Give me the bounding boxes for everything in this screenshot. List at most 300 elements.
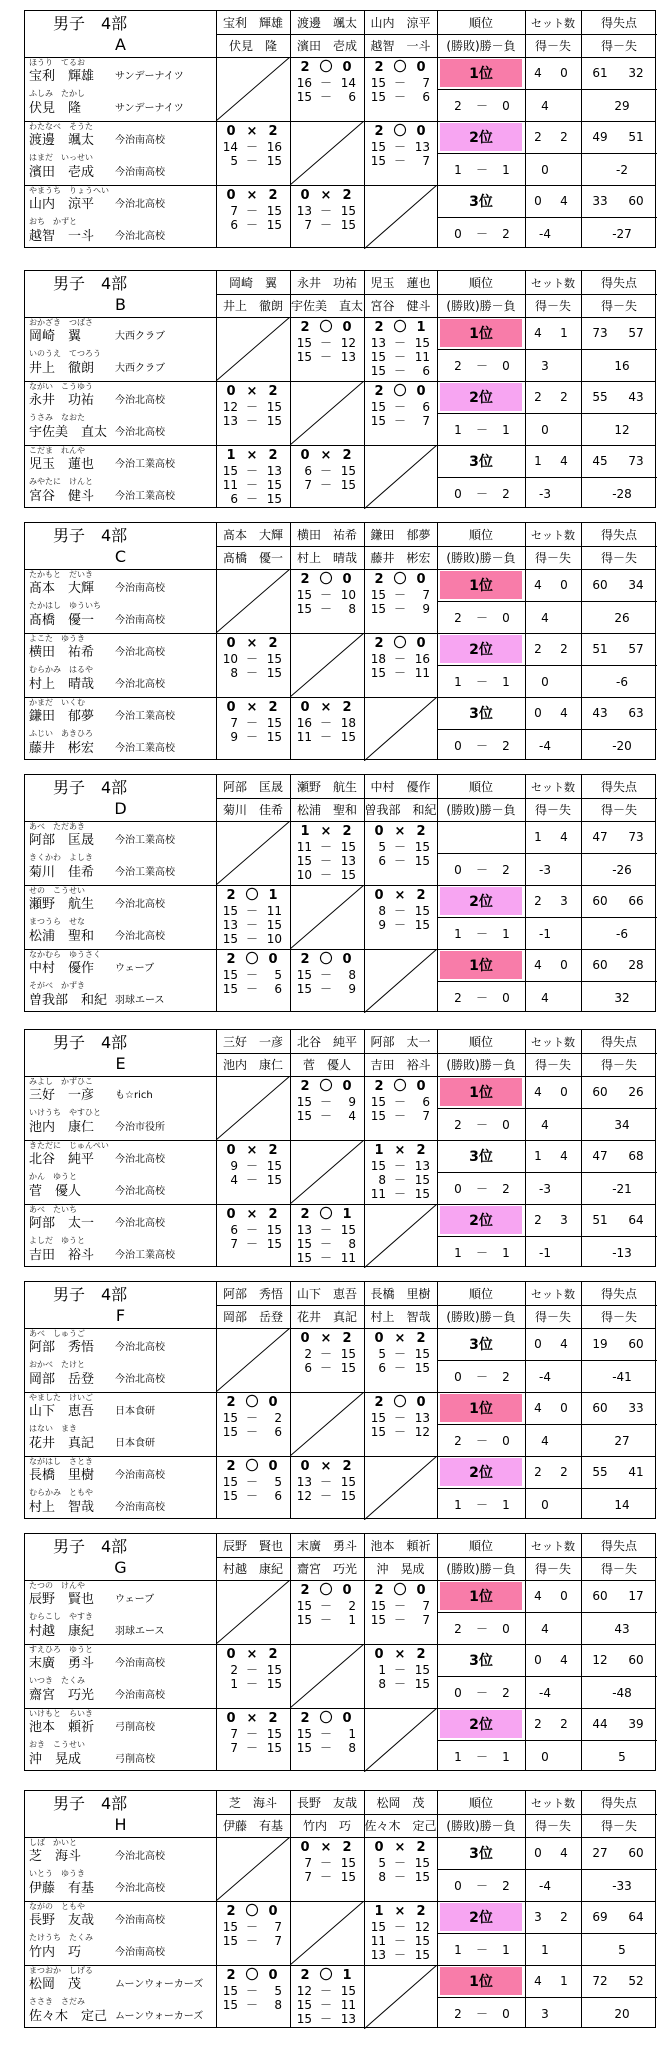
match-losses: 1 — [268, 888, 278, 903]
score-dash: － — [319, 982, 332, 996]
rank-label: 2位 — [469, 130, 493, 146]
match-result-mark: × — [320, 1331, 332, 1346]
row-divider — [25, 1965, 655, 1966]
record-losses: 0 — [502, 991, 510, 1005]
match-wins: 2 — [226, 888, 236, 903]
record-wins: 0 — [454, 487, 462, 501]
game-score-against: 4 — [348, 1109, 356, 1123]
player-team: 大西クラブ — [115, 331, 165, 342]
sets-won: 4 — [534, 578, 542, 592]
game-score-for: 15 — [296, 1727, 312, 1741]
header-divider — [25, 317, 655, 318]
game-score-for: 15 — [296, 1095, 312, 1109]
set-difference: 4 — [541, 611, 549, 625]
game-score-for: 15 — [370, 350, 386, 364]
sets-lost: 4 — [560, 194, 568, 208]
group-table-e — [24, 1029, 656, 1267]
score-dash: － — [245, 652, 258, 666]
game-score-for: 15 — [296, 1599, 312, 1613]
score-dash: － — [319, 1741, 332, 1755]
game-score-against: 1 — [348, 1613, 356, 1627]
rank-badge — [440, 1206, 522, 1234]
game-score-for: 15 — [296, 602, 312, 616]
column-header-player: 髙本 大輝 — [222, 528, 283, 542]
game-score-for: 15 — [296, 1613, 312, 1627]
set-difference: -3 — [539, 487, 551, 501]
self-match-cell — [364, 1456, 437, 1520]
match-result-mark: 〇 — [393, 636, 407, 651]
game-score-for: 13 — [370, 1948, 386, 1962]
partner-team: 日本食研 — [115, 1438, 155, 1449]
player-team: 今治南高校 — [115, 135, 165, 146]
game-score-against: 15 — [266, 400, 282, 414]
set-difference: 0 — [541, 163, 549, 177]
sets-lost: 3 — [560, 894, 568, 908]
record-dash: － — [475, 1434, 488, 1448]
set-difference: 3 — [541, 359, 549, 373]
sets-lost: 4 — [560, 454, 568, 468]
sets-won: 2 — [534, 642, 542, 656]
game-score-against: 15 — [266, 666, 282, 680]
partner-kana: よしだ ゆうと — [29, 1236, 85, 1245]
point-difference: 26 — [614, 611, 630, 625]
column-header-player: 横田 祐希 — [296, 528, 357, 542]
game-score-against: 12 — [414, 1425, 430, 1439]
record-losses: 2 — [502, 1370, 510, 1384]
match-losses: 1 — [342, 1968, 352, 1983]
self-match-cell — [216, 317, 290, 381]
match-losses: 2 — [268, 700, 278, 715]
point-difference: 20 — [614, 2007, 630, 2021]
partner-name: 村上 晴哉 — [29, 677, 95, 692]
row-divider — [25, 1708, 655, 1709]
rank-label: 1位 — [469, 1974, 493, 1990]
point-difference: 16 — [614, 359, 630, 373]
row-divider — [25, 445, 655, 446]
game-score-for: 15 — [296, 982, 312, 996]
record-wins: 0 — [454, 1370, 462, 1384]
partner-kana: おかべ たけと — [29, 1360, 85, 1369]
rank-divider — [437, 853, 657, 854]
rank-header: 順位 — [468, 780, 493, 794]
game-score-for: 7 — [230, 1727, 238, 1741]
sets-subheader: 得－失 — [534, 803, 571, 817]
player-name: 中村 優作 — [29, 961, 95, 976]
match-losses: 2 — [416, 1331, 426, 1346]
group-title: 男子 4部 — [53, 1537, 128, 1556]
column-header-partner: 藤井 彬宏 — [370, 551, 431, 565]
match-losses: 2 — [268, 188, 278, 203]
rank-label: 3位 — [469, 1846, 493, 1862]
score-dash: － — [393, 400, 406, 414]
group-table-b — [24, 270, 656, 508]
rank-divider — [437, 729, 657, 730]
partner-kana: いとう ゆうき — [29, 1869, 85, 1878]
player-name: 横田 祐希 — [29, 645, 95, 660]
game-score-against: 6 — [274, 1425, 282, 1439]
game-score-for: 15 — [296, 336, 312, 350]
game-score-against: 15 — [266, 1223, 282, 1237]
game-score-for: 15 — [222, 982, 238, 996]
game-score-against: 6 — [422, 1095, 430, 1109]
score-dash: － — [245, 218, 258, 232]
column-header-partner: 沖 晃成 — [376, 1562, 425, 1576]
rank-label: 3位 — [469, 454, 493, 470]
points-won: 19 — [592, 1337, 608, 1351]
game-score-for: 5 — [230, 154, 238, 168]
record-wins: 1 — [454, 1750, 462, 1764]
self-match-cell — [216, 1076, 290, 1140]
game-score-for: 7 — [230, 204, 238, 218]
points-lost: 68 — [628, 1149, 644, 1163]
partner-team: ムーンウォーカーズ — [115, 2011, 204, 2022]
row-divider — [25, 1456, 655, 1457]
score-dash: － — [319, 968, 332, 982]
game-score-against: 15 — [414, 1361, 430, 1375]
column-header-partner: 曽我部 和紀 — [364, 803, 437, 817]
partner-team: 今治南高校 — [115, 1502, 165, 1513]
score-dash: － — [393, 336, 406, 350]
player-kana: よこた ゆうき — [29, 634, 85, 643]
score-dash: － — [319, 1223, 332, 1237]
point-difference: -20 — [612, 739, 632, 753]
partner-name: 岡部 岳登 — [29, 1372, 95, 1387]
points-subheader: 得－失 — [600, 1819, 637, 1833]
column-header-player: 渡邊 颯太 — [296, 16, 357, 30]
column-header-partner: 村越 康紀 — [222, 1562, 283, 1576]
score-dash: － — [393, 1173, 406, 1187]
point-difference: 34 — [614, 1118, 630, 1132]
rank-divider — [437, 1172, 657, 1173]
player-team: ウェーブ — [115, 963, 155, 974]
record-wins: 2 — [454, 1118, 462, 1132]
row-divider — [25, 1204, 655, 1205]
column-header-player: 鎌田 郁夢 — [370, 528, 431, 542]
match-losses: 0 — [268, 1904, 278, 1919]
set-difference: -1 — [539, 927, 551, 941]
match-result-mark: × — [320, 448, 332, 463]
game-score-for: 15 — [370, 602, 386, 616]
points-lost: 60 — [628, 194, 644, 208]
game-score-against: 12 — [340, 336, 356, 350]
match-losses: 2 — [342, 700, 352, 715]
match-result-mark: 〇 — [245, 952, 259, 967]
match-wins: 0 — [300, 1331, 310, 1346]
rank-label: 2位 — [469, 1717, 493, 1733]
rank-label: 1位 — [469, 1401, 493, 1417]
rank-divider — [437, 1869, 657, 1870]
record-losses: 0 — [502, 1434, 510, 1448]
set-difference: 4 — [541, 1434, 549, 1448]
record-losses: 2 — [502, 739, 510, 753]
partner-team: サンデーナイツ — [115, 103, 184, 114]
record-dash: － — [475, 1686, 488, 1700]
column-header-partner: 伏見 隆 — [228, 39, 277, 53]
rank-badge — [440, 383, 522, 411]
player-name: 阿部 太一 — [29, 1216, 95, 1231]
sets-lost: 2 — [560, 130, 568, 144]
rank-divider — [437, 981, 657, 982]
column-header-player: 永井 功祐 — [296, 276, 357, 290]
game-score-against: 7 — [422, 76, 430, 90]
player-team: サンデーナイツ — [115, 71, 184, 82]
score-dash: － — [393, 154, 406, 168]
game-score-for: 15 — [370, 1613, 386, 1627]
partner-team: 今治工業高校 — [115, 743, 175, 754]
rank-badge — [440, 123, 522, 151]
column-header-partner: 濱田 壱成 — [296, 39, 357, 53]
partner-team: 大西クラブ — [115, 363, 165, 374]
sets-lost: 0 — [560, 1085, 568, 1099]
score-dash: － — [245, 1489, 258, 1503]
column-header-player: 岡崎 翼 — [228, 276, 277, 290]
match-result-mark: × — [320, 1840, 332, 1855]
partner-team: 今治工業高校 — [115, 1250, 175, 1261]
partner-kana: たけうち たくみ — [29, 1933, 93, 1942]
match-losses: 2 — [268, 636, 278, 651]
point-difference: -13 — [612, 1246, 632, 1260]
game-score-for: 6 — [304, 464, 312, 478]
score-dash: － — [393, 840, 406, 854]
points-won: 73 — [592, 326, 608, 340]
sets-header: セット数 — [531, 1288, 575, 1301]
rank-divider — [437, 1612, 657, 1613]
rank-label: 2位 — [469, 1910, 493, 1926]
player-kana: やまうち りょうへい — [29, 186, 109, 195]
player-kana: いけもと らいき — [29, 1709, 93, 1718]
game-score-against: 15 — [340, 840, 356, 854]
partner-name: 池内 康仁 — [29, 1120, 95, 1135]
score-dash: － — [319, 1347, 332, 1361]
points-header: 得失点 — [600, 1287, 637, 1301]
sets-won: 2 — [534, 1213, 542, 1227]
partner-team: 今治工業高校 — [115, 867, 175, 878]
game-score-for: 15 — [296, 968, 312, 982]
game-score-against: 15 — [414, 1677, 430, 1691]
match-wins: 1 — [226, 448, 236, 463]
score-dash: － — [319, 350, 332, 364]
record-wins: 1 — [454, 1498, 462, 1512]
points-subheader: 得－失 — [600, 1310, 637, 1324]
player-name: 辰野 賢也 — [29, 1592, 95, 1607]
game-score-against: 6 — [422, 90, 430, 104]
match-losses: 2 — [416, 1143, 426, 1158]
record-dash: － — [475, 1943, 488, 1957]
game-score-against: 15 — [266, 918, 282, 932]
rank-divider — [437, 665, 657, 666]
player-name: 長野 友哉 — [29, 1913, 95, 1928]
game-score-against: 15 — [340, 478, 356, 492]
match-losses: 0 — [268, 1459, 278, 1474]
game-score-against: 10 — [266, 932, 282, 946]
sets-lost: 4 — [560, 1653, 568, 1667]
match-result-mark: 〇 — [245, 1459, 259, 1474]
score-dash: － — [245, 1984, 258, 1998]
game-score-for: 9 — [378, 918, 386, 932]
score-dash: － — [245, 982, 258, 996]
rank-header: 順位 — [468, 16, 493, 30]
sets-lost: 4 — [560, 830, 568, 844]
partner-kana: たかはし ゆういち — [29, 601, 101, 610]
record-wins: 2 — [454, 611, 462, 625]
game-score-for: 5 — [378, 1347, 386, 1361]
match-result-mark: 〇 — [319, 572, 333, 587]
point-difference: -41 — [612, 1370, 632, 1384]
score-dash: － — [245, 154, 258, 168]
score-dash: － — [245, 1425, 258, 1439]
game-score-against: 15 — [340, 464, 356, 478]
match-wins: 0 — [226, 124, 236, 139]
game-score-for: 15 — [296, 350, 312, 364]
points-lost: 73 — [628, 454, 644, 468]
player-kana: たかもと だいき — [29, 570, 93, 579]
partner-name: 花井 真記 — [29, 1436, 95, 1451]
game-score-for: 6 — [378, 854, 386, 868]
partner-kana: うさみ なおた — [29, 413, 85, 422]
sets-lost: 2 — [560, 1465, 568, 1479]
record-header: (勝敗)勝－負 — [446, 1058, 516, 1072]
partner-name: 井上 徹朗 — [29, 361, 95, 376]
sets-won: 4 — [534, 958, 542, 972]
rank-badge — [440, 1394, 522, 1422]
match-result-mark: × — [320, 188, 332, 203]
player-name: 宝利 輝雄 — [29, 69, 95, 84]
match-result-mark: × — [394, 1840, 406, 1855]
sets-won: 1 — [534, 1149, 542, 1163]
game-score-against: 15 — [266, 1677, 282, 1691]
points-header: 得失点 — [600, 1796, 637, 1810]
score-dash: － — [393, 904, 406, 918]
match-result-mark: 〇 — [319, 952, 333, 967]
game-score-for: 18 — [370, 652, 386, 666]
rank-label: 3位 — [469, 1337, 493, 1353]
record-losses: 1 — [502, 675, 510, 689]
points-won: 45 — [592, 454, 608, 468]
game-score-against: 6 — [274, 982, 282, 996]
match-wins: 0 — [374, 824, 384, 839]
record-header: (勝敗)勝－負 — [446, 1562, 516, 1576]
partner-name: 竹内 巧 — [29, 1945, 82, 1960]
self-match-cell — [364, 185, 437, 249]
game-score-against: 15 — [340, 1475, 356, 1489]
score-dash: － — [393, 652, 406, 666]
player-kana: やました けいご — [29, 1393, 93, 1402]
column-header-partner: 松浦 聖和 — [296, 803, 357, 817]
points-won: 49 — [592, 130, 608, 144]
point-difference: 27 — [614, 1434, 630, 1448]
score-dash: － — [319, 464, 332, 478]
record-losses: 0 — [502, 1622, 510, 1636]
game-score-against: 7 — [274, 1934, 282, 1948]
match-result-mark: × — [246, 1647, 258, 1662]
match-losses: 0 — [342, 1079, 352, 1094]
partner-kana: はまだ いっせい — [29, 153, 93, 162]
row-divider — [25, 697, 655, 698]
game-score-against: 15 — [414, 1934, 430, 1948]
game-score-for: 15 — [222, 904, 238, 918]
match-wins: 0 — [374, 1647, 384, 1662]
match-result-mark: × — [246, 188, 258, 203]
record-losses: 0 — [502, 99, 510, 113]
game-score-for: 16 — [296, 76, 312, 90]
sets-subheader: 得－失 — [534, 1310, 571, 1324]
match-result-mark: 〇 — [245, 1968, 259, 1983]
column-header-player: 児玉 蓮也 — [370, 276, 431, 290]
set-difference: 4 — [541, 99, 549, 113]
self-match-cell — [290, 885, 364, 949]
game-score-against: 15 — [266, 492, 282, 506]
rank-header: 順位 — [468, 528, 493, 542]
partner-team: 今治北高校 — [115, 679, 165, 690]
sets-lost: 0 — [560, 66, 568, 80]
match-result-mark: 〇 — [245, 1904, 259, 1919]
score-dash: － — [245, 730, 258, 744]
match-losses: 0 — [342, 320, 352, 335]
rank-label: 1位 — [469, 326, 493, 342]
game-score-for: 8 — [378, 1870, 386, 1884]
game-score-for: 7 — [230, 1741, 238, 1755]
rank-badge — [440, 1967, 522, 1995]
match-wins: 2 — [374, 572, 384, 587]
match-losses: 2 — [342, 824, 352, 839]
game-score-for: 15 — [370, 1920, 386, 1934]
player-kana: かまだ いくむ — [29, 698, 85, 707]
player-kana: ながい こうゆう — [29, 382, 93, 391]
player-kana: あべ ただあき — [29, 822, 85, 831]
match-wins: 2 — [300, 1968, 310, 1983]
self-match-cell — [216, 1328, 290, 1392]
match-result-mark: 〇 — [393, 1583, 407, 1598]
game-score-for: 13 — [296, 204, 312, 218]
partner-name: 濱田 壱成 — [29, 165, 95, 180]
points-won: 47 — [592, 830, 608, 844]
match-losses: 2 — [268, 1647, 278, 1662]
match-wins: 2 — [374, 1583, 384, 1598]
points-won: 51 — [592, 642, 608, 656]
record-dash: － — [475, 611, 488, 625]
set-difference: 0 — [541, 423, 549, 437]
point-difference: -21 — [612, 1182, 632, 1196]
game-score-against: 13 — [340, 2012, 356, 2026]
player-team: 今治北高校 — [115, 647, 165, 658]
point-difference: -48 — [612, 1686, 632, 1700]
partner-name: 藤井 彬宏 — [29, 741, 95, 756]
score-dash: － — [319, 1998, 332, 2012]
point-difference: 29 — [614, 99, 630, 113]
points-lost: 51 — [628, 130, 644, 144]
record-losses: 2 — [502, 227, 510, 241]
game-score-against: 16 — [414, 652, 430, 666]
rank-divider — [437, 1488, 657, 1489]
game-score-against: 2 — [274, 1411, 282, 1425]
game-score-against: 15 — [266, 1663, 282, 1677]
game-score-for: 15 — [222, 464, 238, 478]
points-won: 60 — [592, 1085, 608, 1099]
player-team: ウェーブ — [115, 1594, 155, 1605]
column-header-player: 末廣 勇斗 — [296, 1539, 357, 1553]
header-mid-line — [216, 1053, 657, 1054]
score-dash: － — [245, 1237, 258, 1251]
partner-team: 今治南高校 — [115, 615, 165, 626]
points-header: 得失点 — [600, 276, 637, 290]
partner-name: 越智 一斗 — [29, 229, 95, 244]
set-difference: 3 — [541, 2007, 549, 2021]
player-name: 鎌田 郁夢 — [29, 709, 95, 724]
match-wins: 0 — [226, 1207, 236, 1222]
player-name: 三好 一彦 — [29, 1088, 95, 1103]
column-header-player: 松岡 茂 — [376, 1796, 425, 1810]
points-subheader: 得－失 — [600, 551, 637, 565]
